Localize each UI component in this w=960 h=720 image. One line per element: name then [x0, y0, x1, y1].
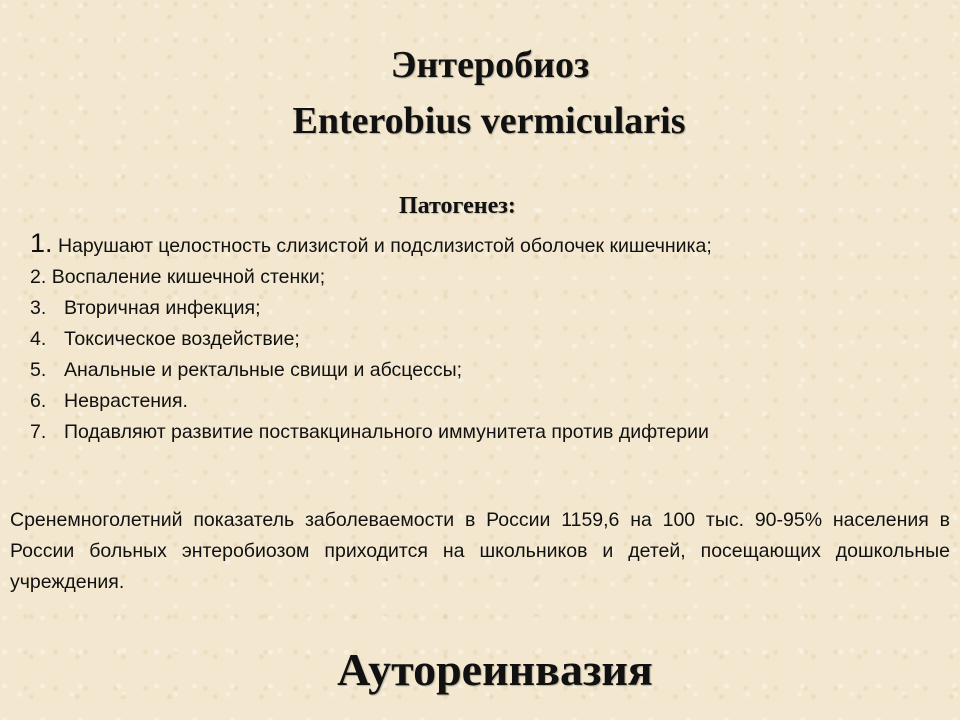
list-item-text: Токсическое воздействие;	[64, 328, 300, 350]
list-item-number: 1.	[30, 228, 53, 258]
list-item-text: Воспаление кишечной стенки;	[51, 266, 326, 288]
list-item	[30, 293, 712, 324]
pathogenesis-heading: Патогенез:	[399, 193, 516, 219]
list-item-number: 5.	[30, 359, 47, 381]
list-item-number: 2.	[30, 266, 47, 288]
list-item-number: 3.	[30, 297, 47, 319]
title-russian: Энтеробиоз	[390, 44, 590, 86]
list-item-number: 4.	[30, 328, 47, 350]
list-item	[30, 417, 712, 448]
list-item-text: Нарушают целостность слизистой и подслизистой оболочек кишечника;	[57, 235, 712, 257]
list-item	[30, 355, 712, 386]
list-item-text: Подавляют развитие поствакцинального иммунитета против дифтерии	[64, 421, 709, 443]
list-item	[30, 228, 712, 262]
list-item	[30, 386, 712, 417]
autoreinvasion-title: Аутореинвазия	[337, 644, 653, 695]
list-item-text: Вторичная инфекция;	[64, 297, 261, 319]
list-item-number: 7.	[30, 421, 47, 443]
list-item-text: Анальные и ректальные свищи и абсцессы;	[64, 359, 463, 381]
title-latin: Enterobius vermicularis	[292, 100, 686, 142]
list-item-number: 6.	[30, 390, 47, 412]
list-item	[30, 262, 712, 293]
incidence-paragraph: Сренемноголетний показатель заболеваемости в России 1159,6 на 100 тыс. 90-95% населения в России больных энтеробиозом приходится на школьников и детей, посещающих дошкольные учреждения.	[10, 509, 950, 593]
list-item-text: Неврастения.	[64, 390, 188, 412]
pathogenesis-list	[30, 228, 712, 448]
list-item	[30, 324, 712, 355]
